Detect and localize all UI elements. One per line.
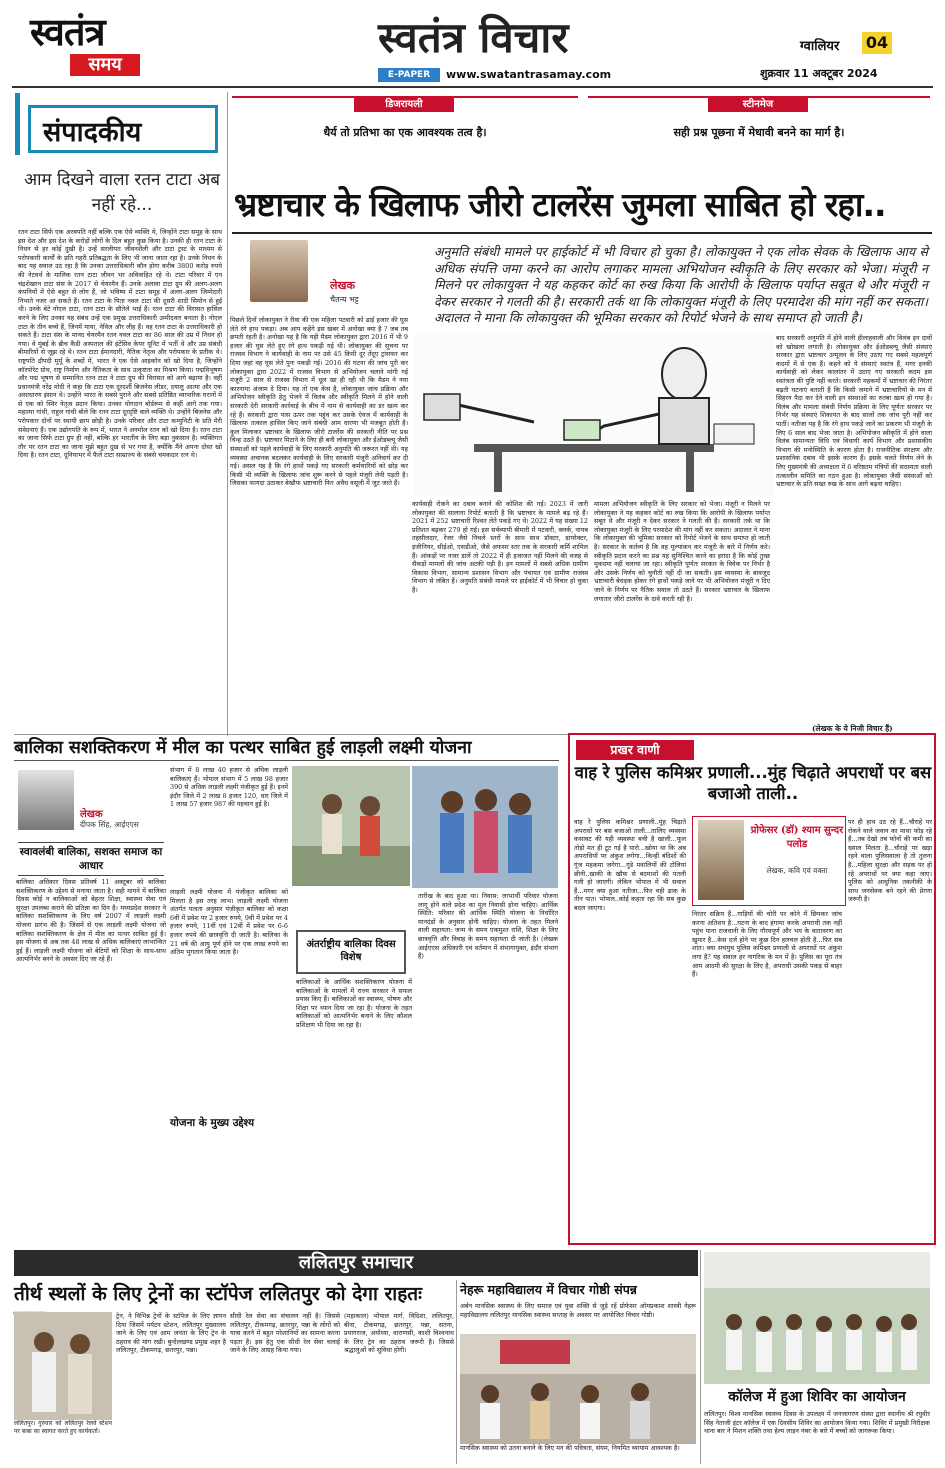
page-title: स्वतंत्र विचार (378, 13, 569, 62)
ladli-column-4: बालिकाओं के आर्थिक सशक्तिकरण योजना में बालिकाओं के मामलों में राज्य सरकार ने सफल प्रयास किए हैं। बालिकाओं का स्वास्थ्य, पोषण और शिक्षा पर ध्यान दिया जा रहा है। योजना के तहत बालिकाओं को आत्मनिर्भर बनाने के लिए कौशल प्रशिक्षण भी दिया जा रहा है। (296, 978, 412, 1029)
lalitpur-photo-caption: ललितपुर। गुरुवार को ललितपुर रेलवे स्टेशन पर बाबा का स्वागत करते हुए कार्यकर्ता। (14, 1420, 112, 1435)
quote-text-left: धैर्य तो प्रतिभा का एक आवश्यक तत्व है। (323, 126, 487, 139)
prakhar-column-1: वाह रे पुलिस कमिश्नर प्रणाली..मुंह चिढ़ाते अपराधों पर बस बजाओ ताली...तालिए व्यवस्था कसावट की यही व्यवस्था बची है खाली...फूल तोड़ो मत ही टूट गई है यारो...खोया था कि अब अपराधियों पर अंकुश लगेगा...किन्हीं बंदिशों की गूंज महकमा जगेगा...गुंडे मवालियों की टोलियां छीनी..खाकी के खौफ से बदमाशों की पतली गली हो जाएगी। लेकिन भोपाल में भी सवाल हैं...मगर क्या हुआ नतीजा...फिर वही ढाक के तीन पात। भोपाल..कोई कहता रहा कि सब कुछ बदल जाएगा। (574, 818, 686, 912)
column-divider (227, 92, 228, 736)
ladli-column-1: बालिका अधिकार दिवस प्रतिवर्ष 11 अक्टूबर को बालिका सशक्तिकरण के उद्देश्य से मनाया जाता है। सही मायने में बालिका दिवस कोई न बालिकाओं को बेहतर शिक्षा, स्वास्थ्य सेवा एवं सुरक्षा उपलब्ध कराने की प्रतिज्ञा का दिन है। मध्यप्रदेश सरकार ने बालिका सशक्तिकरण के लिए वर्ष 2007 में लाड़ली लक्ष्मी योजना प्रारंभ की है। जिसमें से एक लाड़ली लक्ष्मी योजना जो बालिका सशक्तिकरण के क्षेत्र में मील का पत्थर साबित हुई है। इस योजना से अब तक 48 लाख से अधिक बालिकाएं लाभान्वित हुई हैं। लाड़ली लक्ष्मी योजना को बेटियों को शिक्षा के साथ-साथ आत्मनिर्भर बनने के अवसर दिए जा रहे हैं। (16, 878, 166, 964)
epaper-badge: E-PAPER (378, 68, 440, 82)
logo-bottom-text: समय (70, 54, 140, 76)
column-divider (700, 1250, 701, 1464)
article-column-1: पिछले दिनों लोकायुक्त ने रीवा की एक महिला पटवारी को ढाई हजार की घूस लेते रंगे हाथ पकड़ा। अब आप कहेंगे इस खबर में अनोखा क्या है ? जब तब छपती रहती है। अनोखा यह है कि यही मैडम लोकायुक्त द्वारा 2016 में भी 9 हजार की घूस लेते हुए रंगे हाथ पकड़ी गई थी। लोकायुक्त की सूचना पर राजस्व विभाग ने कार्यवाही के नाम पर उसे 45 किमी दूर तेंदूए ट्रांसफर कर दिया जहां वह घूस लेते पुनः पकड़ी गई। 2016 की घटना की जांच पूरी कर लोकायुक्त द्वारा 2022 में राजस्व विभाग से अभियोजन चलाने मांगी गई मंजूरी 2 साल से राजस्व विभाग में धूल खा ही रही थी कि मैडम ने नया कारनामा अंजाम दे दिया। यह तो एक केस है, लोकायुक्त जांच प्रक्रिया और अभियोजन स्वीकृति हेतु भेजने में विलंब और स्वीकृति मिलने में होने वाली सरकारी देरी सरकारी कार्रवाई के बीच में नाम से कार्यवाही का डर खत्म कर रहे हैं। सरकारी द्वारा पास ऊपर तक पहुंच कर उसके ऐवज में कार्यवाही के खिलाफ तत्काल हासिल किए जाने संबंधी आम धारणा भी मजबूत होती है। कुल मिलाकर भ्रष्टाचार के खिलाफ जीरो टालरेंस की सरकारी नीति पर प्रश्न चिन्ह उठते हैं। भ्रष्टाचार मिटाने के लिए ही बनी लोकायुक्त और ईओडब्ल्यू जैसी संस्थाओं को पहले कार्यवाही के लिए सरकारी अनुमति की जरूरत नहीं थी। यह व्यवस्था अचानक बदलकर कार्यवाही के लिए सरकारी मंजूरी अनिवार्य कर दी गई। असल यह है कि रंगे हाथों पकड़े गए सरकारी कर्मचारियों को छोड़ कर किसी भी व्यक्ति के खिलाफ जांच शुरू करने से पहले मंजूरी लेनी पड़ती है। जिसका फायदा उठाकर बेखौफ भ्रष्टाचारी फिर अवैध वसूली में जुट जाते हैं। (230, 316, 408, 488)
editorial-label-box (15, 93, 227, 155)
prakhar-vani-label: प्रखर वाणी (576, 740, 694, 760)
ladli-special-box: अंतर्राष्ट्रीय बालिका दिवस विशेष (296, 930, 406, 974)
lalitpur-column-2: सीधी रेल सेवा का संचालन नहीं है। जिससे ललितपुर, टीकमगढ़, छतरपुर, पन्ना के लोगों को यात्रा करने में बहुत परेशानियों का सामना करना पड़ता है। इस हेतु एक सीधी रेल सेवा चलाई जाने के लिए आग्रह किया गया। (230, 1312, 340, 1355)
quote-author-right: स्टीनमेज (708, 98, 808, 112)
lalitpur-column-3: (महाकाल) भोपाल मार्ग, विदिशा, ललितपुर, बीना, टीकमगढ़, छतरपुर, पन्ना, सतना, प्रयागराज, अयोध्या, वाराणसी, काशी विश्वनाथ के लिए ट्रेन का ठहराव जरूरी है। जिससे श्रद्धालुओं को सुविधा होगी। (344, 1312, 454, 1355)
author-label: लेखक (330, 279, 355, 292)
editorial-label: संपादकीय (43, 117, 142, 148)
prakhar-author-name: प्रोफेसर (डॉ) श्याम सुन्दर पलोड (750, 825, 844, 850)
prakhar-column-2: निरंतर सक्रिय हैं...गाड़ियों की चोरी पर कोने में छिपकर जांच करना अतिशय है...घटना के बाद हंगामा करके अपराधी तक नहीं पहुंच पाना राजधानी के लिए गौरवपूर्ण और भय के वातावरण का खुमार है...केस दर्ज होने पर कुछ दिन हलचल होती है...फिर सब शांत। क्या सचमुच पुलिस कमिश्नर प्रणाली से अपराधों पर अंकुश लगा है? यह सवाल हर नागरिक के मन में है। पुलिस का पूरा तंत्र आम आदमी की सुरक्षा के लिए है, अपराधी उसकी पकड़ से बाहर हैं। (692, 910, 842, 979)
prakhar-vani-headline: वाह रे पुलिस कमिश्नर प्रणाली...मुंह चिढ़ाते अपराधों पर बस बजाओ ताली.. (574, 763, 932, 803)
masthead-divider (12, 86, 933, 88)
edition-date: शुक्रवार 11 अक्टूबर 2024 (760, 67, 878, 80)
lalitpur-column-1: ट्रेन, ने विभिन्न ट्रेनों के स्टॉपेज के लिए ज्ञापन दिया जिसमें पर्यटन स्टेशन, ललितपुर मुख्यालय जाने के लिए एवं आम जनता के लिए ट्रेन के ठहराव की मांग रखी। बुन्देलखण्ड प्रमुख शहर है ललितपुर, टीकमगढ़, छतरपुर, पन्ना। (116, 1312, 226, 1355)
lalitpur-section-title: ललितपुर समाचार (298, 1252, 414, 1273)
column-divider (456, 1280, 457, 1464)
quote-banner-left (232, 96, 578, 156)
editorial-headline: आम दिखने वाला रतन टाटा अब नहीं रहे... (24, 170, 220, 215)
lalitpur-headline: तीर्थ स्थलों के लिए ट्रेनों का स्टॉपेज ललितपुर को देगा राहतः (14, 1283, 422, 1305)
ladli-divider (14, 760, 559, 761)
ladli-author-photo (18, 770, 74, 830)
ladli-column-3: लाड़ली लक्ष्मी योजना में पंजीकृत बालिका को मिलता है इस तरह लाभ। लाड़ली लक्ष्मी योजना अंतर्गत पात्रता अनुसार पंजीकृत बालिका को कक्षा 6वीं में प्रवेश पर 2 हजार रुपये, 9वीं में प्रवेश पर 4 हजार रुपये, 11वीं एवं 12वीं में प्रवेश पर 6-6 हजार रुपये की छात्रवृत्ति दी जाती है। बालिका के 21 वर्ष की आयु पूर्ण होने पर एक लाख रुपये का अंतिम भुगतान किया जाता है। (170, 888, 288, 957)
cartoon-illustration (414, 334, 774, 496)
quote-text-right: सही प्रश्न पूछना में मेधावी बनने का मार्ग है। (673, 126, 845, 139)
prakhar-author-role: लेखक, कवि एवं वक्ता (766, 866, 828, 875)
ladli-column-5: तारीख के बाद हुआ था। निवास: लाभार्थी परिवार योजना लागू होने वाले प्रदेश का मूल निवासी होना चाहिए। आर्थिक स्थिति: परिवार की आर्थिक स्थिति योजना के निर्धारित मानदंडों के अनुसार होनी चाहिए। योजना के तहत मिलने वाली सहायता: जन्म के समय एकमुश्त राशि, शिक्षा के लिए छात्रवृत्ति और विवाह के समय सहायता दी जाती है। (लेखक आईएएस अधिकारी एवं वर्तमान में संभागायुक्त, इंदौर संभाग हैं) (418, 892, 558, 961)
website-link[interactable]: www.swatantrasamay.com (446, 68, 612, 81)
page-number: 04 (862, 32, 892, 54)
nehru-intro: अर्बन मानसिक स्वास्थ्य के लिए समाज एवं युवा शक्ति से जुड़े रहें प्रोफेसर ओमप्रकाश शास्त्री नेहरू महाविद्यालय ललितपुर मानसिक स्वास्थ्य सप्ताह के अवसर पर आयोजित विचार गोष्ठी। (460, 1302, 696, 1319)
author-disclaimer: (लेखक के ये निजी विचार हैं) (812, 724, 893, 733)
ladli-column-2: संभाग में 8 लाख 40 हजार से अधिक लाड़ली बालिकाएं हैं। भोपाल संभाग में 5 लाख 98 हजार 390 से अधिक लाड़ली लक्ष्मी पंजीकृत हुई हैं। इनमें इंदौर जिले में 2 लाख 8 हजार 120, धार जिले में 1 लाख 57 हजार 987 की पहचान हुई है। (170, 766, 288, 809)
ladli-subhead: स्वावलंबी बालिका, सशक्त समाज का आधार (18, 842, 164, 876)
ladli-headline: बालिका सशक्तिकरण में मील का पत्थर साबित हुई लाड़ली लक्ष्मी योजना (14, 738, 472, 758)
ladli-author-label: लेखक (80, 809, 103, 820)
main-headline: भ्रष्टाचार के खिलाफ जीरो टालरेंस जुमला साबित हो रहा.. (234, 185, 886, 224)
prakhar-author-photo (698, 820, 744, 900)
nehru-body: मानसिक स्वास्थ्य को उतना बनाने के लिए मन की पवित्रता, संयम, नियमित व्यायाम आवश्यक है। (460, 1444, 680, 1452)
camp-body: ललितपुर। विश्व मानसिक स्वास्थ्य दिवस के उपलक्ष्य में जनजागरण संस्था द्वारा स्थानीय श्री रघुवीर सिंह नेताजी इंटर कॉलेज में एक दिवसीय शिविर का आयोजन किया गया। शिविर में प्रमुखी निरीक्षक थाना बार ने मिशन शक्ति तथा हेल्प लाइन नंबर के बारे में बच्चों को जागरूक किया। (704, 1410, 930, 1436)
article-column-4: बाद सरकारी अनुमति में होने वाली हीलाहवाली और विलंब इन दावों को खोखला लगाती है। लोकायुक्त और ईओडब्ल्यू जैसी संस्थाएं सरकार द्वारा भ्रष्टाचार उन्मूलन के लिए उठाए गए सबसे महत्वपूर्ण कदमों में से एक हैं। कहने को ये संस्थाएं स्वतंत्र हैं, मगर इनकी कार्यवाही को लेकर कालांतर में उठाए गए सरकारी कदम इस स्वतंत्रता की पुष्टि नहीं करते। सरकारी महकमों में भ्रष्टाचार की निरंतर बढ़ती घटनाएं बताती हैं कि किसी जमाने में भ्रष्टाचारियों के मन में सिहरन पैदा कर देने वाली इन संस्थाओं का रुतबा खत्म हो गया है। विलंब और मामला संबंधी निर्णय प्रक्रिया के लिए पूर्णतः सरकार पर निर्भर यह संस्थाएं शिकायत के बाद सालों तक जांच पूरी नहीं कर पातीं। नतीजा यह है कि रंगे हाथ पकड़े जाने का प्रकरण भी मंजूरी के लिए 6 साल बाद भेजा जाता है। अभियोजन स्वीकृति में होने वाला विलंब सामान्यतः विधि एवं विधायी कार्य विभाग और प्रशासकीय विभाग की मनोस्थिति के कारण होता है। राजनीतिक संरक्षण और प्रशासनिक दबाव भी इसके कारण हैं। इसके चलते निर्णय लेने के लिए मुख्यमंत्री की अध्यक्षता में 6 वरिष्ठतम मंत्रियों की सदस्यता वाली तत्कालीन समिति का गठन हुआ है। लोकायुक्त जैसी संस्थाओं को भ्रष्टाचार के प्रति सख्त रुख के साथ आगे बढ़ना चाहिए। (776, 334, 932, 489)
ladli-photo-girls (292, 766, 410, 886)
college-camp-photo (704, 1252, 930, 1384)
edition-city: ग्वालियर (800, 39, 840, 54)
headline-divider (232, 232, 932, 234)
nehru-seminar-photo (460, 1334, 696, 1444)
article-column-2: कार्यवाही रोकने का दबाव बनाने की कोशिश की गई। 2023 में जारी लोकायुक्त की सालाना रिपोर्ट बताती है कि भ्रष्टाचार के मामले बढ़ रहे हैं। 2021 में 252 भ्रष्टाचारी रिश्वत लेते पकड़े गए थे। 2022 में यह संख्या 12 प्रतिशत बढ़कर 279 हो गई। इस सर्वव्यापी बीमारी में पटवारी, क्लर्क, नायब तहसीलदार, रेंजर जैसे निचले स्तरों के साथ साथ डॉक्टर, डायरेक्टर, इंजीनियर, सीईओ, एसडीओ, जैसे अफसर स्तर तक के सरकारी कर्मि शामिल हैं। आंकड़ों पर नजर डालें तो 2022 में ही इजाजत नहीं मिलने की वजह से सैकड़ों मामलों की जांच अटकी पड़ी है। इन मामलों में सबसे अधिक ग्रामीण विकास विभाग, सामान्य प्रशासन विभाग और पंचायत एवं ग्रामीण राजस्व विभाग से लंबित हैं। अनुमति संबंधी मामले पर हाईकोर्ट में भी विचार हो चुका है। (412, 500, 588, 594)
prakhar-column-3: पर ही हाथ उठ रहे हैं...चौराहे पर रोकने वाले जवान का माथा फोड़ रहे हैं...तब देखो तब फोनों की कमी का ख्याल मिलता है...चौराहे पर खड़ा रहने वाला पुलिसवाला है तो तुलना है...महिला सुरक्षा और सड़क पर हो रहे अपराधों पर क्या कहा जाए। पुलिस को आधुनिक तकनीकी के साथ जनसेवक बने रहने की प्रेरणा जरूरी है। (848, 818, 932, 904)
newspaper-logo (30, 9, 142, 82)
nehru-headline: नेहरू महाविद्यालय में विचार गोष्ठी संपन्न (460, 1282, 637, 1297)
quote-banner-right (588, 96, 930, 156)
author-photo (250, 240, 308, 302)
ladli-byline: दीपक सिंह, आईएएस (80, 820, 139, 829)
article-column-3: मामला अभियोजन स्वीकृति के लिए सरकार को भेजा। मंजूरी न मिलने पर लोकायुक्त ने यह कहकर कोर्ट का रुख किया कि आरोपी के खिलाफ पर्याप्त सबूत थे और मंजूरी न देकर सरकार ने गलती की है। सरकारी तर्क था कि लोकायुक्त मंजूरी के लिए परमादेश की मांग नहीं कर सकता। अदालत ने माना कि लोकायुक्त की भूमिका सरकार को रिपोर्ट भेजने के साथ समाप्त हो जाती है। सरकार के कर्तव्य है कि वह मूल्यांकन कर मंजूरी के बारे में निर्णय करे। स्वीकृति प्रदान करने का प्रश्न यह सुनिश्चित करने का इरादा है कि कोई तुच्छ मुकदमा नहीं चलाया जा रहा। स्वीकृति पूर्णतः सरकार के विवेक पर निर्भर है और उसके निर्णय को चुनौती नहीं दी जा सकती। इस व्यवस्था के बावजूद भ्रष्टाचारी बेधड़क होकर रंगे हाथों पकड़े जाने पर भी अभियोजन मंजूरी न दिए जाने के निर्णय पर नैतिक सवाल तो उठते हैं। सरकार भ्रष्टाचार के खिलाफ लगातार जीरो टालरेंस के दावे करती रही है। (594, 500, 770, 603)
ladli-photo-students (412, 766, 558, 888)
editorial-body: रतन टाटा सिर्फ एक अरबपति नहीं बल्कि एक ऐसे व्यक्ति थे, जिन्होंने टाटा समूह के साथ इस देश और इस देश के करोड़ों लोगों के दिल बहुत कुछ किया है। उनकी ही रतन टाटा के निधन से हर कोई दुखी है। उन्हें सरलीयत जीवनशैली और टाटा ट्रस्ट के माध्यम से परोपकारी कार्यों के प्रति गहरी प्रतिबद्धता के लिए भी जाना जाता रहा है। उनके निधन के बाद यह सवाल उठ रहा है कि उनका उत्तराधिकारी कौन होगा करीब 3800 करोड़ रुपये की नेटवर्थ के मालिक रतन टाटा जीवन भर अविवाहित रहे थे। टाटा परिवार में एन चंद्रशेखरन टाटा संस के 2017 से चेयरमैन हैं। उनके अलावा टाटा ग्रुप की अलग-अलग कंपनियों में ऐसे बहुत से लोग हैं, जो भविष्य में टाटा समूह में अलग-अलग जिम्मेदारी निभाते नजर आ सकते हैं। रतन टाटा के पिता नवल टाटा की दूसरी शादी सिमोन से हुई थी। उनके बेटे नोएल टाटा, रतन टाटा के सौतेले भाई हैं। रतन टाटा की विरासत हासिल करने के लिए उनका यह संबंध उन्हें एक प्रमुख उत्तराधिकारी उम्मीदवार बनाता है। नोएल टाटा के तीन बच्चे हैं, जिनमें माया, नेविल और लीह हैं। वह रतन टाटा के उत्तराधिकारी हो सकते हैं। टाटा संस के मानद चेयरमैन रतन नवल टाटा का 86 साल की उम्र में निधन हो गया। वे मुंबई के ब्रीच कैंडी अस्पताल की इंटेंसिव केयर यूनिट में भर्ती थे और उम्र संबंधी बीमारियों से जूझ रहे थे। रतन टाटा ईमानदारी, नैतिक नेतृत्व और परोपकार के प्रतीक थे। राष्ट्रपति द्रौपदी मुर्मू के शब्दों में, भारत ने एक ऐसे आइकॉन को खो दिया है, जिन्होंने कॉरपोरेट ग्रोथ, राष्ट्र निर्माण और नैतिकता के साथ उत्कृष्टता का मिश्रण किया। पद्मविभूषण और पद्म भूषण से सम्मानित रतन टाटा ने टाटा ग्रुप की विरासत को आगे बढ़ाया है। वहीं प्रधानमंत्री नरेंद्र मोदी ने कहा कि टाटा एक दूरदर्शी बिजनेस लीडर, दयालु आत्मा और एक असाधारण इंसान थे। उन्होंने भारत के सबसे पुराने और सबसे प्रतिष्ठित व्यापारिक घरानों में से एक को स्थिर नेतृत्व प्रदान किया। उनका योगदान बोर्डरूम से कहीं आगे तक गया। महात्मा गांधी, राहुल गांधी बोले कि रतन टाटा दूरदृष्टि वाले व्यक्ति थे। उन्होंने बिजनेस और परोपकार दोनों पर स्थायी छाप छोड़ी है। उनके परिवार और टाटा कम्युनिटी के प्रति मेरी संवेदनाएं हैं। एक उद्योगपति के रूप में, भारत ने अनमोल रतन को खो दिया है। रतन टाटा का जाना सिर्फ टाटा ग्रुप ही नहीं, बल्कि हर भारतीय के लिए बड़ा नुकसान है। व्यक्तिगत तौर पर रतन टाटा का जाना मुझे बहुत दुख से भर गया है, क्योंकि मैंने अपना दोस्त खो दिया है। रतन टाटा, दुनियाभर में फैले टाटा साम्राज्य के सबसे चमकदार रत्न थे। (18, 228, 222, 460)
author-name: चैतन्य भट्ट (330, 295, 359, 304)
logo-top-text: स्वतंत्र (30, 9, 105, 54)
lalitpur-photo (14, 1312, 112, 1420)
yojana-subhead: योजना के मुख्य उद्देश्य (170, 1117, 255, 1129)
editorial-label-frame (28, 105, 218, 153)
quote-author-left: डिजरायली (354, 98, 454, 112)
article-deck: अनुमति संबंधी मामले पर हाईकोर्ट में भी विचार हो चुका है। लोकायुक्त ने एक लोक सेवक के खिलाफ आय से अधिक संपत्ति जमा करने का आरोप लगाकर मामला अभियोजन स्वीकृति के लिए सरकार को भेजा। मंजूरी न मिलने पर लोकायुक्त ने यह कहकर कोर्ट का रुख किया कि आरोपी के खिलाफ पर्याप्त सबूत थे और मंजूरी न देकर सरकार ने गलती की है। सरकारी तर्क था कि लोकायुक्त मंजूरी के लिए परमादेश की मांग नहीं कर सकता। अदालत ने माना कि लोकायुक्त की भूमिका सरकार को रिपोर्ट भेजने के साथ समाप्त हो जाती है। (434, 244, 928, 325)
camp-headline: कॉलेज में हुआ शिविर का आयोजन (728, 1389, 906, 1405)
